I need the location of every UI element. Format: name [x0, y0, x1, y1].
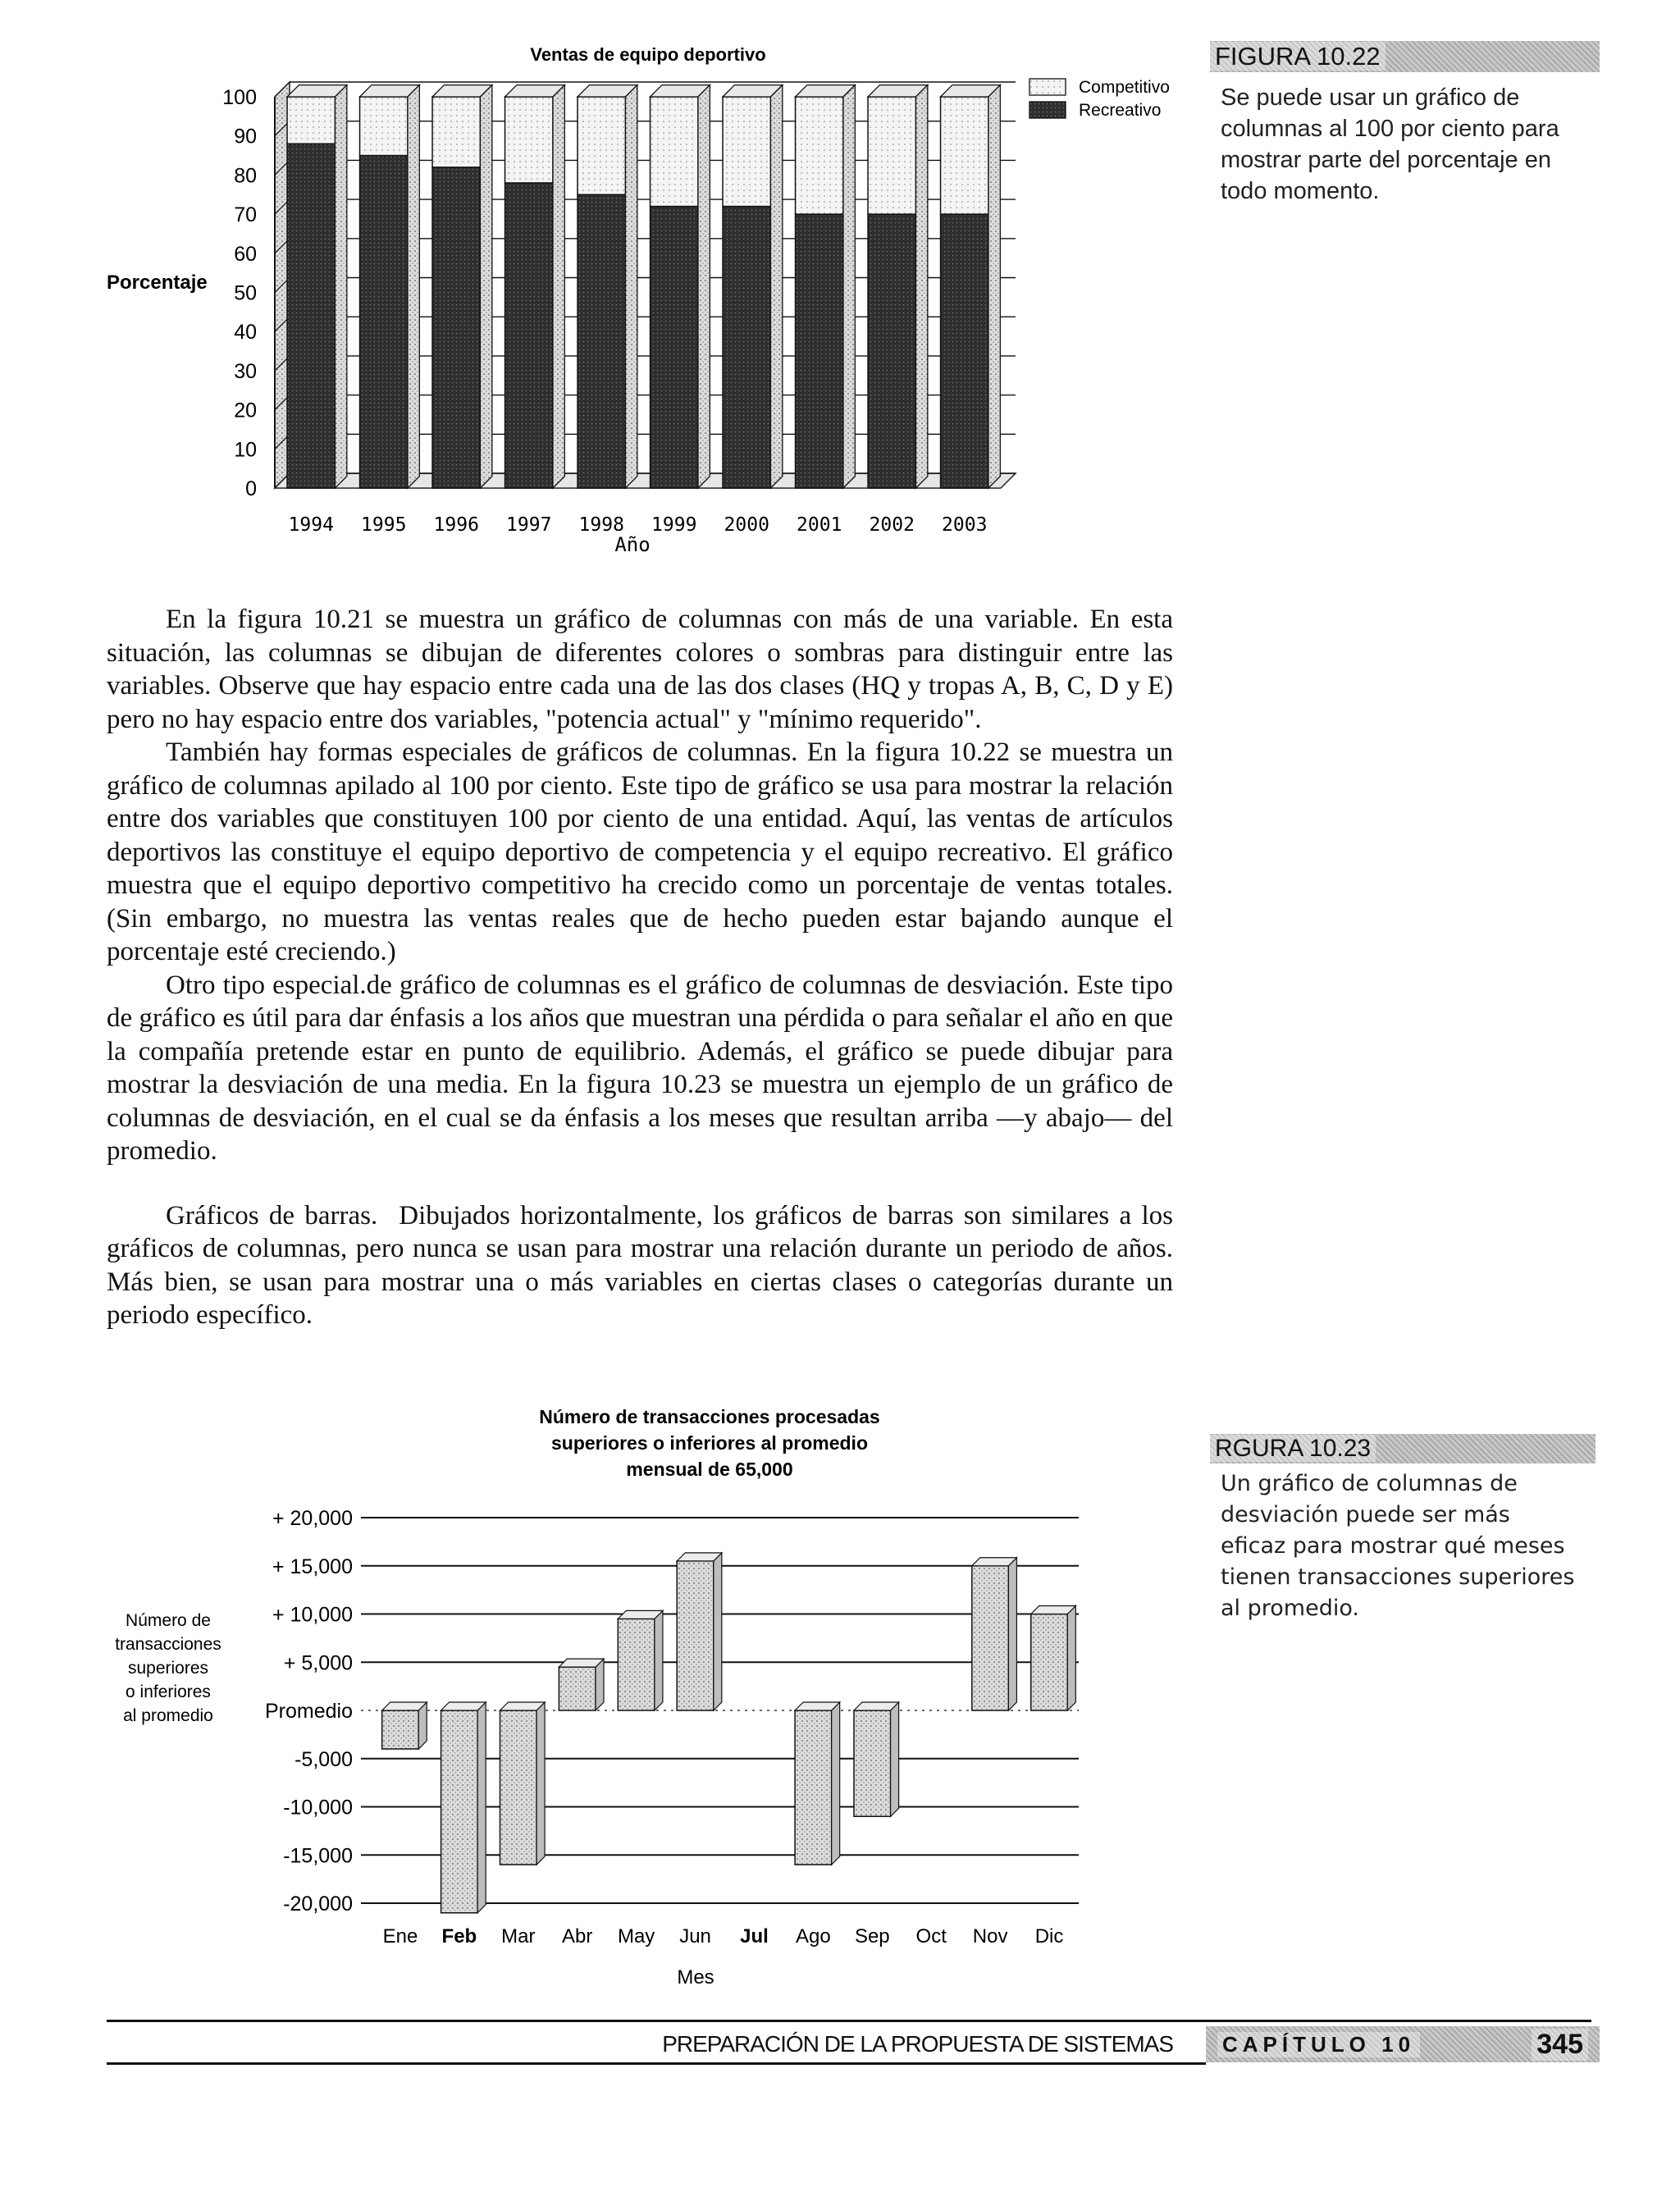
chart1-bar-side-face: [335, 85, 346, 488]
chart2-ylabel-line: o inferiores: [126, 1683, 211, 1701]
paragraph-2: También hay formas especiales de gráficos de columnas. En la figura 10.22 se muestra un gráfico de columnas apilado al 100 por ciento. Este tipo de gráfico se usa para mostrar la relación entre dos variables que constituyen 100 por ciento de una entidad. Aquí, las ventas de artículos deportivos las constituye el equipo deportivo de competencia y el equipo recreativo. El gráfico muestra que el equipo deportivo competitivo ha crecido como un porcentaje de ventas totales. (Sin embargo, no muestra las ventas reales que de hecho pueden estar bajando aunque el porcentaje esté creciendo.): [107, 737, 1173, 966]
chart2-bar-top-face: [1031, 1606, 1076, 1614]
chart1-title: Ventas de equipo deportivo: [530, 44, 766, 65]
chart1-bar-competitivo: [796, 97, 843, 214]
chart1-bar-recreativo: [287, 144, 335, 488]
chart2-bar: [500, 1710, 536, 1865]
chart1-bar-recreativo: [360, 156, 408, 488]
bar-charts-lead: Gráficos de barras.: [166, 1200, 378, 1231]
chart2-x-tick-label: Feb: [441, 1925, 477, 1947]
chart2-ylabel: [115, 1611, 221, 1725]
footer-rule-top: [107, 2020, 1591, 2022]
chart1-bar-competitivo: [651, 97, 698, 207]
chart1-bar-recreativo: [432, 167, 480, 488]
chart2-x-ticks: [383, 1925, 1064, 1947]
chart2-y-tick-label: + 15,000: [272, 1555, 353, 1578]
chart2-bar: [972, 1566, 1009, 1710]
chart1-bar-competitivo: [723, 97, 770, 207]
chart1-bar-side-face: [480, 85, 491, 488]
chart1-y-tick-label: 10: [234, 438, 257, 462]
chart1-x-tick-label: 1998: [578, 514, 624, 536]
chart2-bar: [441, 1710, 478, 1913]
chart1-y-tick-label: 0: [245, 477, 257, 500]
figure-10-23-caption: Un gráfico de columnas de desviación puede ser más eficaz para mostrar qué meses tienen transacciones superiores al promedio.: [1221, 1471, 1575, 1621]
chart1-x-tick-label: 1996: [433, 514, 479, 536]
chart2-title-line-1: Número de transacciones procesadas: [539, 1406, 880, 1427]
figure-10-22-caption: Se puede usar un gráfico de columnas al 100 por ciento para mostrar parte del porcentaje en todo momento.: [1221, 84, 1559, 204]
chart1-y-tick-label: 20: [234, 399, 257, 422]
chart2-bar-top-face: [500, 1702, 545, 1710]
chart2-x-tick-label: Ago: [796, 1925, 831, 1947]
chart2-bar-side-face: [714, 1553, 722, 1710]
chart2-xlabel: Mes: [677, 1966, 714, 1989]
chart1-y-tick-label: 60: [234, 242, 257, 266]
chart1-legend-swatch: [1029, 79, 1066, 95]
chart1-y-tick-label: 100: [222, 86, 257, 109]
deviation-column-chart: [107, 1395, 1189, 2018]
chart1-y-ticks: [222, 86, 257, 500]
chart2-y-tick-label: + 10,000: [272, 1603, 353, 1627]
chart2-bar-top-face: [972, 1558, 1017, 1566]
chart1-y-tick-label: 80: [234, 164, 257, 188]
chart1-x-tick-label: 1997: [506, 514, 552, 536]
chart2-ylabel-line: Número de: [126, 1611, 211, 1630]
footer-title: PREPARACIÓN DE LA PROPUESTA DE SISTEMAS: [662, 2031, 1173, 2057]
chart1-bar-recreativo: [651, 207, 698, 488]
chart1-y-tick-label: 50: [234, 281, 257, 305]
chart2-y-tick-label: -10,000: [283, 1796, 353, 1820]
chart1-y-tick-label: 70: [234, 203, 257, 227]
chart2-x-tick-label: Oct: [915, 1925, 947, 1947]
chart1-y-tick-label: 90: [234, 125, 257, 148]
chart1-xlabel: Año: [614, 533, 651, 556]
chart2-bar-side-face: [832, 1702, 840, 1865]
chart1-bar-side-face: [915, 85, 927, 488]
chart1-bar-side-face: [770, 85, 782, 488]
chart1-x-tick-label: 2000: [724, 514, 769, 536]
chart2-bar-side-face: [596, 1659, 604, 1710]
chart1-ylabel: Porcentaje: [107, 272, 208, 294]
figure-10-22-tag: [1210, 41, 1600, 72]
chart2-y-tick-label: Promedio: [265, 1700, 353, 1723]
figure-10-23: [107, 1395, 1189, 2018]
chart1-bar-side-face: [843, 85, 855, 488]
chart1-bar-recreativo: [578, 194, 625, 488]
footer-page-number: 345: [1532, 2029, 1588, 2061]
chart2-x-tick-label: Mar: [501, 1925, 536, 1947]
chart2-bar: [382, 1710, 419, 1749]
footer-chapter-tag: [1206, 2026, 1600, 2062]
chart2-x-tick-label: Jun: [679, 1925, 711, 1947]
chart1-x-tick-label: 2002: [869, 514, 915, 536]
chart2-bar: [677, 1561, 714, 1710]
chart1-bar-recreativo: [505, 183, 553, 488]
chart1-x-tick-label: 1999: [651, 514, 697, 536]
paragraph-1: En la figura 10.21 se muestra un gráfico de columnas con más de una variable. En esta situación, las columnas se dibujan de diferentes colores o sombras para distinguir entre las variables. Observe que hay espacio entre cada una de las dos clases (HQ y tropas A, B, C, D y E) pero no hay espacio entre dos variables, "potencia actual" y "mínimo requerido".: [107, 605, 1173, 734]
figure-10-23-tag-text: RGURA 10.23: [1210, 1435, 1376, 1462]
footer-chapter: CAPÍTULO 10: [1217, 2032, 1420, 2057]
chart2-ylabel-line: transacciones: [115, 1635, 221, 1654]
chart2-y-tick-label: + 20,000: [272, 1507, 353, 1530]
footer-rule-bottom: [107, 2062, 1206, 2065]
chart2-x-tick-label: Jul: [740, 1925, 769, 1947]
chart1-x-tick-label: 1995: [361, 514, 407, 536]
chart1-bar-side-face: [625, 85, 637, 488]
chart1-bar-side-face: [698, 85, 710, 488]
chart1-bar-side-face: [553, 85, 564, 488]
chart1-legend-label: Competitivo: [1079, 78, 1170, 97]
chart1-legend: [1029, 78, 1170, 120]
chart2-y-tick-label: -20,000: [283, 1893, 353, 1915]
article-body: [107, 603, 1173, 1332]
chart2-bars: [382, 1553, 1076, 1913]
chart2-title-line-2: superiores o inferiores al promedio: [551, 1432, 868, 1454]
chart2-y-tick-label: + 5,000: [283, 1651, 353, 1675]
chart2-y-tick-label: -5,000: [294, 1747, 353, 1771]
chart2-bar-top-face: [677, 1553, 722, 1561]
paragraph-3: Otro tipo especial.de gráfico de columnas es el gráfico de columnas de desviación. Este tipo de gráfico es útil para dar énfasis a los años que muestran una pérdida o para señalar el año en que la compañía pretende estar en punto de equilibrio. Además, el gráfico se puede dibujar para mostrar la desviación de una media. En la figura 10.23 se muestra un ejemplo de un gráfico de columnas de desviación, en el cual se da énfasis a los meses que resultan arriba —y abajo— del promedio.: [107, 970, 1173, 1166]
chart1-bar-recreativo: [941, 214, 988, 488]
chart2-bar-side-face: [477, 1702, 486, 1913]
chart1-bar-competitivo: [868, 97, 915, 214]
chart1-legend-swatch: [1029, 102, 1066, 118]
stacked-column-chart: [98, 33, 1230, 566]
chart1-bars: [287, 85, 1000, 488]
chart2-ylabel-line: superiores: [127, 1659, 209, 1678]
chart2-bar: [618, 1619, 655, 1710]
chart2-bar-top-face: [559, 1659, 604, 1667]
chart1-bar-recreativo: [868, 214, 915, 488]
bar-charts-text: Dibujados horizontalmente, los gráficos de barras son similares a los gráficos de columnas, pero nunca se usan para mostrar una relación durante un periodo de años. Más bien, se usan para mostrar una o más variables en ciertas clases o categorías durante un periodo específico.: [107, 1200, 1173, 1330]
chart2-bar: [795, 1710, 832, 1865]
chart2-x-tick-label: Nov: [972, 1925, 1008, 1947]
paragraph-bar-charts: [107, 1199, 1173, 1332]
chart2-bar: [1031, 1614, 1068, 1711]
chart2-ylabel-line: al promedio: [123, 1706, 213, 1725]
chart2-y-tick-label: -15,000: [283, 1844, 353, 1868]
chart2-bar-side-face: [536, 1702, 545, 1865]
chart2-x-tick-label: May: [617, 1925, 655, 1947]
chart1-bar-competitivo: [360, 97, 408, 156]
chart2-bar: [559, 1667, 596, 1710]
chart1-y-tick-label: 40: [234, 321, 257, 345]
chart2-x-tick-label: Dic: [1034, 1925, 1064, 1947]
chart1-bar-recreativo: [796, 214, 843, 488]
chart1-x-tick-label: 2001: [797, 514, 842, 536]
chart1-bar-side-face: [988, 85, 1000, 488]
chart1-bar-recreativo: [723, 207, 770, 488]
chart1-bar-competitivo: [505, 97, 553, 183]
chart2-bar-top-face: [441, 1702, 486, 1710]
chart2-bar-side-face: [1067, 1606, 1075, 1711]
figure-10-22-tag-text: FIGURA 10.22: [1210, 42, 1386, 71]
chart2-x-tick-label: Sep: [854, 1925, 890, 1947]
chart1-legend-label: Recreativo: [1079, 101, 1162, 120]
chart2-bar-side-face: [655, 1610, 663, 1710]
chart1-y-tick-label: 30: [234, 359, 257, 383]
chart2-bar: [854, 1710, 891, 1816]
chart1-bar-competitivo: [287, 97, 335, 144]
chart1-bar-competitivo: [578, 97, 625, 194]
chart1-bar-competitivo: [432, 97, 480, 167]
chart2-bar-top-face: [618, 1610, 663, 1619]
figure-10-22: [98, 33, 1230, 566]
chart1-x-tick-label: 2003: [942, 514, 988, 536]
chart2-y-ticks: [265, 1507, 353, 1915]
chart2-bar-top-face: [382, 1702, 427, 1710]
chart2-x-tick-label: Abr: [562, 1925, 593, 1947]
chart1-bar-competitivo: [941, 97, 988, 214]
chart1-x-tick-label: 1994: [288, 514, 334, 536]
chart1-bar-side-face: [408, 85, 419, 488]
chart2-x-tick-label: Ene: [382, 1925, 418, 1947]
chart2-bar-top-face: [854, 1702, 899, 1710]
figure-10-23-tag: [1210, 1434, 1596, 1463]
chart2-bar-side-face: [1008, 1558, 1016, 1710]
chart2-title-line-3: mensual de 65,000: [626, 1459, 793, 1480]
chart2-bar-top-face: [795, 1702, 840, 1710]
chart2-bar-side-face: [891, 1702, 899, 1816]
